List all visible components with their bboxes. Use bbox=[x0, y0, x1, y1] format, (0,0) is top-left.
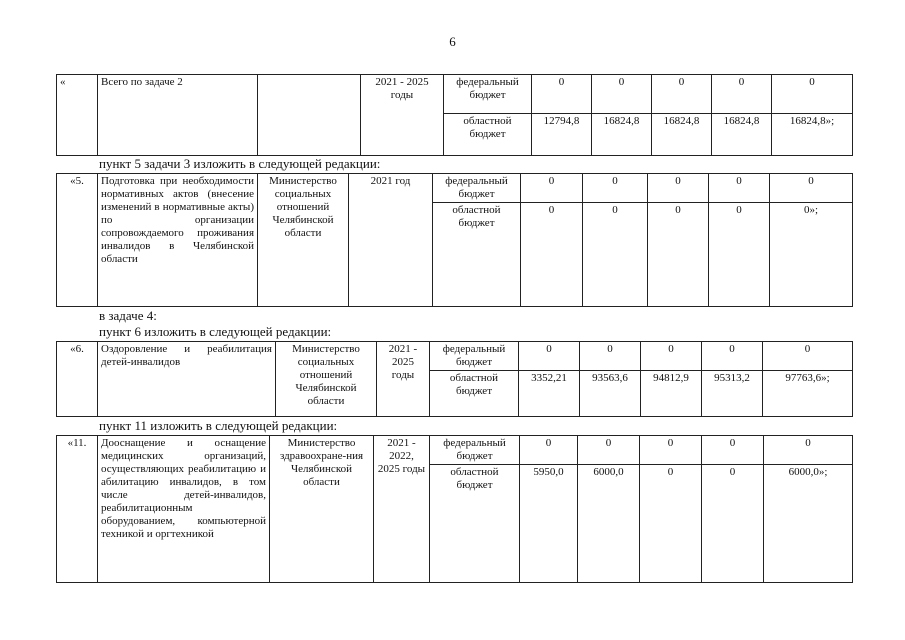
value-cell: 6000,0»; bbox=[764, 465, 853, 583]
table-row bbox=[57, 174, 853, 203]
item-name: Оздоровление и реабилитация детей-инвалидов bbox=[98, 342, 276, 417]
value-cell: 0 bbox=[641, 342, 702, 371]
item-name: Всего по задаче 2 bbox=[98, 75, 258, 156]
note-item6: пункт 6 изложить в следующей редакции: bbox=[99, 324, 332, 339]
row-mark: «11. bbox=[57, 436, 98, 583]
value-cell: 16824,8»; bbox=[772, 114, 853, 156]
row-mark: «6. bbox=[57, 342, 98, 417]
value-cell: 0 bbox=[712, 75, 772, 114]
funding-source: областной бюджет bbox=[430, 465, 520, 583]
table-task2-total bbox=[56, 74, 853, 156]
executor: Министерство социальных отношений Челябинской области bbox=[276, 342, 377, 417]
value-cell: 0 bbox=[763, 342, 853, 371]
executor: Министерство социальных отношений Челябинской области bbox=[258, 174, 349, 307]
value-cell: 0 bbox=[640, 465, 702, 583]
value-cell: 94812,9 bbox=[641, 371, 702, 417]
value-cell: 0 bbox=[702, 465, 764, 583]
value-cell: 0 bbox=[640, 436, 702, 465]
row-mark: « bbox=[57, 75, 98, 156]
value-cell: 12794,8 bbox=[532, 114, 592, 156]
item-name: Дооснащение и оснащение медицинских организаций, осуществляющих реабилитацию и абилитацию инвалидов, в том числе детей-инвалидов, реабилитационным оборудованием, компьютерной техникой и оргтехникой bbox=[98, 436, 270, 583]
period: 2021 - 2022, 2025 годы bbox=[374, 436, 430, 583]
funding-source: областной бюджет bbox=[430, 371, 519, 417]
funding-source: областной бюджет bbox=[444, 114, 532, 156]
note-item11: пункт 11 изложить в следующей редакции: bbox=[99, 418, 338, 433]
row-mark: «5. bbox=[57, 174, 98, 307]
table-row bbox=[57, 342, 853, 371]
note-item5: пункт 5 задачи 3 изложить в следующей редакции: bbox=[99, 156, 381, 171]
note-task4: в задаче 4: bbox=[99, 308, 157, 323]
period: 2021 год bbox=[349, 174, 433, 307]
value-cell: 0 bbox=[592, 75, 652, 114]
value-cell: 0 bbox=[519, 342, 580, 371]
executor: Министерство здравоохране-ния Челябинской области bbox=[270, 436, 374, 583]
value-cell: 0 bbox=[709, 203, 770, 307]
value-cell: 0 bbox=[578, 436, 640, 465]
value-cell: 3352,21 bbox=[519, 371, 580, 417]
value-cell: 95313,2 bbox=[702, 371, 763, 417]
funding-source: федеральный бюджет bbox=[444, 75, 532, 114]
value-cell: 0 bbox=[648, 174, 709, 203]
value-cell: 6000,0 bbox=[578, 465, 640, 583]
page-number: 6 bbox=[449, 34, 456, 49]
table-row bbox=[57, 436, 853, 465]
table-item11 bbox=[56, 435, 853, 583]
period: 2021 - 2025 годы bbox=[361, 75, 444, 156]
value-cell: 0 bbox=[520, 436, 578, 465]
value-cell: 93563,6 bbox=[580, 371, 641, 417]
executor bbox=[258, 75, 361, 156]
value-cell: 0 bbox=[764, 436, 853, 465]
value-cell: 5950,0 bbox=[520, 465, 578, 583]
value-cell: 0 bbox=[652, 75, 712, 114]
value-cell: 0 bbox=[583, 203, 648, 307]
value-cell: 16824,8 bbox=[592, 114, 652, 156]
table-item6 bbox=[56, 341, 853, 417]
funding-source: федеральный бюджет bbox=[433, 174, 521, 203]
table-row bbox=[57, 75, 853, 114]
value-cell: 0 bbox=[702, 342, 763, 371]
value-cell: 0 bbox=[772, 75, 853, 114]
value-cell: 16824,8 bbox=[652, 114, 712, 156]
item-name: Подготовка при необходимости нормативных актов (внесение изменений в нормативные акты) по организации сопровождаемого проживания инвалидов в Челябинской области bbox=[98, 174, 258, 307]
value-cell: 0 bbox=[521, 174, 583, 203]
value-cell: 0 bbox=[583, 174, 648, 203]
value-cell: 0»; bbox=[770, 203, 853, 307]
value-cell: 0 bbox=[532, 75, 592, 114]
value-cell: 0 bbox=[770, 174, 853, 203]
value-cell: 0 bbox=[702, 436, 764, 465]
value-cell: 0 bbox=[521, 203, 583, 307]
period: 2021 - 2025 годы bbox=[377, 342, 430, 417]
funding-source: областной бюджет bbox=[433, 203, 521, 307]
funding-source: федеральный бюджет bbox=[430, 436, 520, 465]
value-cell: 0 bbox=[580, 342, 641, 371]
value-cell: 0 bbox=[648, 203, 709, 307]
table-item5 bbox=[56, 173, 853, 307]
value-cell: 0 bbox=[709, 174, 770, 203]
funding-source: федеральный бюджет bbox=[430, 342, 519, 371]
value-cell: 97763,6»; bbox=[763, 371, 853, 417]
value-cell: 16824,8 bbox=[712, 114, 772, 156]
